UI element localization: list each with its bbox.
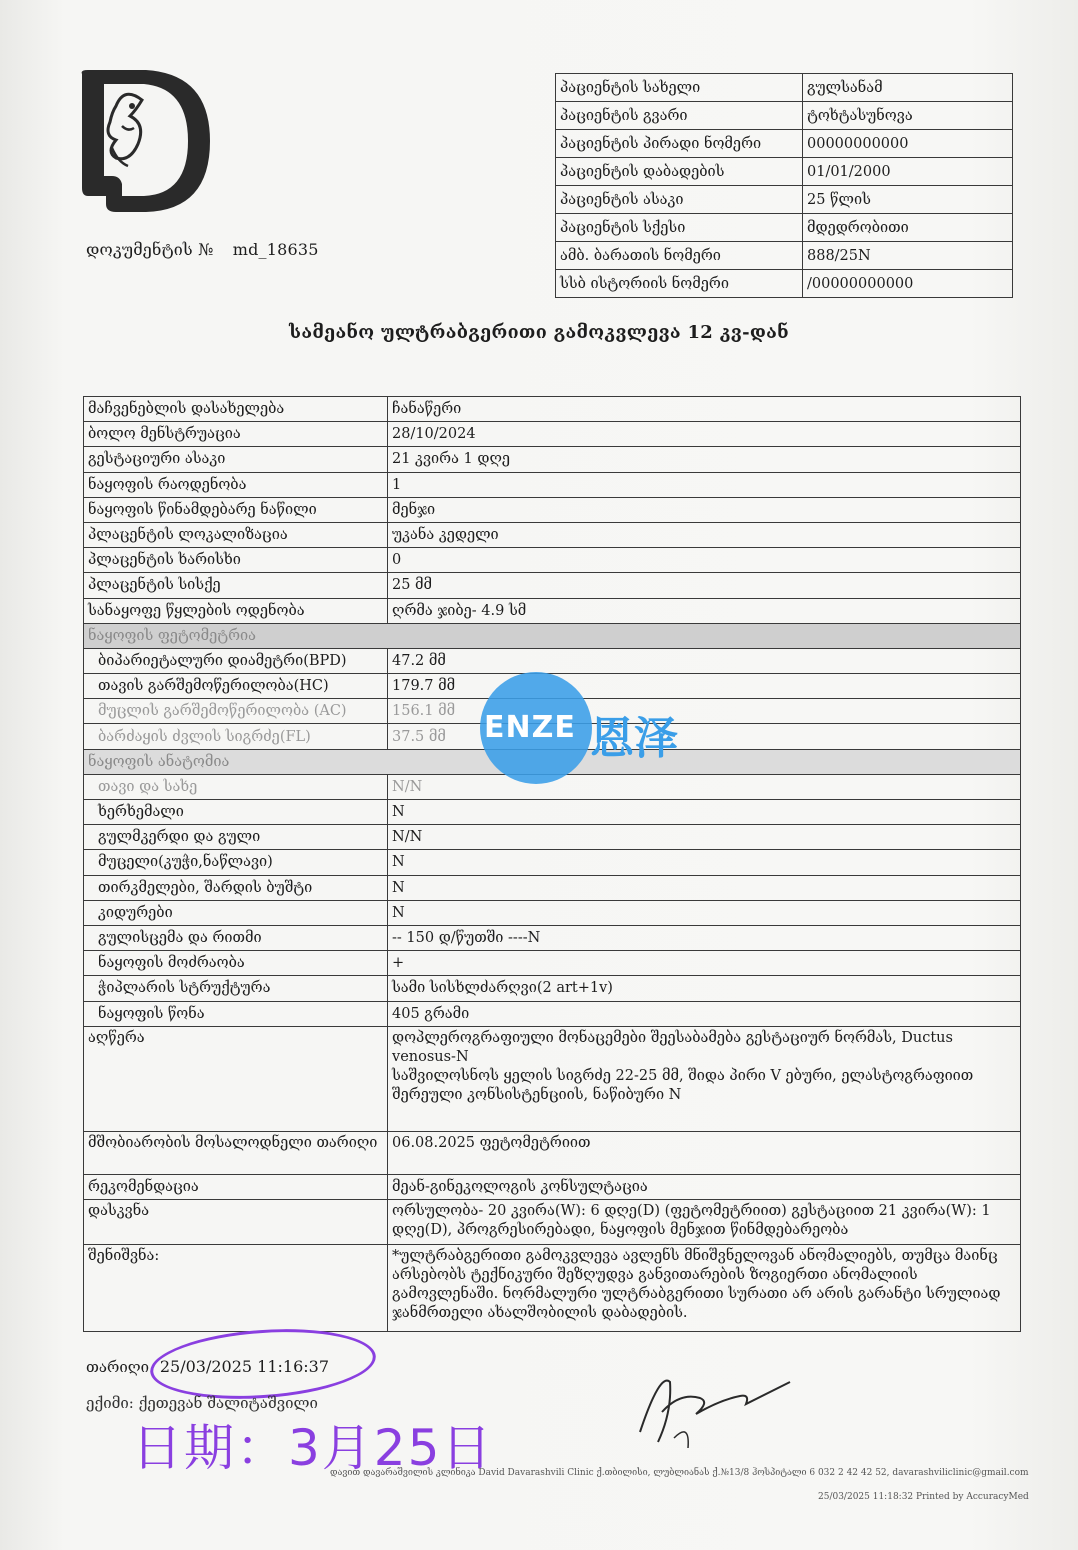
date-value: 25/03/2025 11:16:37 [159, 1357, 329, 1376]
exam-table [83, 396, 1021, 1332]
patient-label: პაციენტის ასაკი [556, 186, 803, 214]
row-value [388, 1026, 1021, 1131]
document-number-label: დოკუმენტის № [86, 240, 214, 259]
patient-label: პაციენტის სახელი [556, 74, 803, 102]
row-label: კიდურები [84, 900, 388, 925]
row-label: პლაცენტის სისქე [84, 573, 388, 598]
patient-label: პაციენტის სქესი [556, 214, 803, 242]
patient-label: სსბ ისტორიის ნომერი [556, 270, 803, 298]
section-label: ნაყოფის ანატომია [84, 749, 1021, 774]
row-label: ხერხემალი [84, 800, 388, 825]
row-value: 28/10/2024 [388, 422, 1021, 447]
row-value: N [388, 900, 1021, 925]
patient-label: პაციენტის გვარი [556, 102, 803, 130]
row-label: ნაყოფის მოძრაობა [84, 951, 388, 976]
row-value: 0 [388, 548, 1021, 573]
row-value: 156.1 მმ [388, 699, 1021, 724]
row-value: 179.7 მმ [388, 674, 1021, 699]
patient-info-table [555, 73, 1013, 298]
patient-value: გულსანამ [803, 74, 1013, 102]
patient-value: 888/25N [803, 242, 1013, 270]
table-row-due-date [84, 1131, 1021, 1174]
clinic-footer-line: დავით დავარაშვილის კლინიკა David Davarashvili Clinic ქ.თბილისი, ლუბლიანას ქ.№13/8 ჰოსპიტალი 6 032 2 42 42 52, davarashviliclinic@gmail.com [330, 1468, 1029, 1478]
patient-label: პაციენტის დაბადების [556, 158, 803, 186]
row-value: სამი სისხლძარღვი(2 art+1v) [388, 976, 1021, 1001]
clinic-logo-icon [76, 66, 216, 216]
row-label: ბიპარიეტალური დიამეტრი(BPD) [84, 648, 388, 673]
table-row [84, 900, 1021, 925]
row-value: N/N [388, 825, 1021, 850]
row-label: გულისცემა და რითმი [84, 925, 388, 950]
row-value: ორსულობა- 20 კვირა(W): 6 დღე(D) (ფეტომეტრიით) გესტაციით 21 კვირა(W): 1 დღე(D), პროგრესირებადი, ნაყოფის მენჯით წინმდებარეობა [388, 1199, 1021, 1244]
row-value: N [388, 850, 1021, 875]
row-value: 1 [388, 472, 1021, 497]
row-label: გესტაციური ასაკი [84, 447, 388, 472]
row-label: ბარძაყის ძვლის სიგრძე(FL) [84, 724, 388, 749]
row-value: 21 კვირა 1 დღე [388, 447, 1021, 472]
patient-label: ამბ. ბარათის ნომერი [556, 242, 803, 270]
row-value: 25 მმ [388, 573, 1021, 598]
patient-value: 01/01/2000 [803, 158, 1013, 186]
row-label: თირკმელები, შარდის ბუშტი [84, 875, 388, 900]
row-value: მეან-გინეკოლოგის კონსულტაცია [388, 1174, 1021, 1199]
table-row [84, 1001, 1021, 1026]
table-row [84, 850, 1021, 875]
row-value: 06.08.2025 ფეტომეტრიით [388, 1131, 1021, 1174]
report-title: სამეანო ულტრაბგერითი გამოკვლევა 12 კვ-დან [289, 322, 789, 343]
row-label: მშობიარობის მოსალოდნელი თარიღი [84, 1131, 388, 1174]
table-row-description [84, 1026, 1021, 1131]
row-label: მუცლის გარშემოწერილობა (AC) [84, 699, 388, 724]
doctor-line: ექიმი: ქეთევან შალიტაშვილი [86, 1394, 318, 1412]
patient-value: მდედრობითი [803, 214, 1013, 242]
row-value: ჩანაწერი [388, 397, 1021, 422]
patient-row [556, 270, 1013, 298]
table-row-note [84, 1244, 1021, 1331]
patient-label: პაციენტის პირადი ნომერი [556, 130, 803, 158]
row-value: 47.2 მმ [388, 648, 1021, 673]
watermark-en: ENZE [484, 710, 576, 745]
patient-row [556, 158, 1013, 186]
row-label: სანაყოფე წყლების ოდენობა [84, 598, 388, 623]
row-label: პლაცენტის ხარისხი [84, 548, 388, 573]
row-value: უკანა კედელი [388, 522, 1021, 547]
row-value: N/N [388, 774, 1021, 799]
table-row [84, 422, 1021, 447]
row-value: N [388, 800, 1021, 825]
section-header-fetometry [84, 623, 1021, 648]
row-label: ნაყოფის წონა [84, 1001, 388, 1026]
row-label: ჭიპლარის სტრუქტურა [84, 976, 388, 1001]
row-label: ბოლო მენსტრუაცია [84, 422, 388, 447]
table-row [84, 598, 1021, 623]
table-row [84, 825, 1021, 850]
row-label: მაჩვენებლის დასახელება [84, 397, 388, 422]
row-label: რეკომენდაცია [84, 1174, 388, 1199]
watermark-cn: 恩泽 [590, 713, 678, 764]
patient-row [556, 186, 1013, 214]
patient-value: 00000000000 [803, 130, 1013, 158]
row-label: ნაყოფის წინამდებარე ნაწილი [84, 497, 388, 522]
patient-value: /00000000000 [803, 270, 1013, 298]
row-label: თავი და სახე [84, 774, 388, 799]
row-value: 405 გრამი [388, 1001, 1021, 1026]
patient-value: 25 წლის [803, 186, 1013, 214]
table-row [84, 648, 1021, 673]
description-cervix: საშვილოსნოს ყელის სიგრძე 22-25 მმ, შიდა პირი V ებური, ელასტოგრაფიით შერეული კონსისტენციის, ნაწიბური N [392, 1067, 974, 1103]
row-value: მენჯი [388, 497, 1021, 522]
section-label: ნაყოფის ფეტომეტრია [84, 623, 1021, 648]
row-label: ნაყოფის რაოდენობა [84, 472, 388, 497]
row-value: *ულტრაბგერითი გამოკვლევა ავლენს მნიშვნელოვან ანომალიებს, თუმცა მაინც არსებობს ტექნიკური შეზღუდვა განვითარების ზოგიერთი ანომალიის გამოვლენაში. ნორმალური ულტრაბგერითი სურათი არ არის გარანტი სრულიად ჯანმრთელი ახალშობილის დაბადების. [388, 1244, 1021, 1331]
row-value: 37.5 მმ [388, 724, 1021, 749]
table-row [84, 800, 1021, 825]
row-label: გულმკერდი და გული [84, 825, 388, 850]
table-row [84, 573, 1021, 598]
patient-row [556, 242, 1013, 270]
document-number [86, 240, 319, 259]
row-value: -- 150 დ/წუთში ----N [388, 925, 1021, 950]
document-number-value: md_18635 [232, 240, 319, 259]
table-row [84, 497, 1021, 522]
row-value: N [388, 875, 1021, 900]
printed-line: 25/03/2025 11:18:32 Printed by AccuracyMed [818, 1492, 1029, 1502]
table-row [84, 522, 1021, 547]
patient-row [556, 214, 1013, 242]
table-row-conclusion [84, 1199, 1021, 1244]
table-row [84, 875, 1021, 900]
table-row [84, 447, 1021, 472]
table-row [84, 925, 1021, 950]
row-label: პლაცენტის ლოკალიზაცია [84, 522, 388, 547]
patient-row [556, 102, 1013, 130]
row-value: + [388, 951, 1021, 976]
row-label: მუცელი(კუჭი,ნაწლავი) [84, 850, 388, 875]
table-row [84, 397, 1021, 422]
table-row [84, 976, 1021, 1001]
row-label: შენიშვნა: [84, 1244, 388, 1331]
patient-row [556, 74, 1013, 102]
patient-row [556, 130, 1013, 158]
table-row [84, 951, 1021, 976]
row-label: აღწერა [84, 1026, 388, 1131]
date-annotation: 日期：3月25日 [132, 1419, 494, 1477]
description-doppler: დოპლეროგრაფიული მონაცემები შეესაბამება გესტაციურ ნორმას, Ductus venosus-N [392, 1029, 953, 1065]
date-label: თარიღი [86, 1358, 150, 1376]
patient-value: ტოხტასუნოვა [803, 102, 1013, 130]
table-row [84, 1174, 1021, 1199]
row-value: ღრმა ჯიბე- 4.9 სმ [388, 598, 1021, 623]
table-row [84, 548, 1021, 573]
signature-icon [600, 1352, 800, 1462]
table-row [84, 472, 1021, 497]
row-label: თავის გარშემოწერილობა(HC) [84, 674, 388, 699]
row-label: დასკვნა [84, 1199, 388, 1244]
